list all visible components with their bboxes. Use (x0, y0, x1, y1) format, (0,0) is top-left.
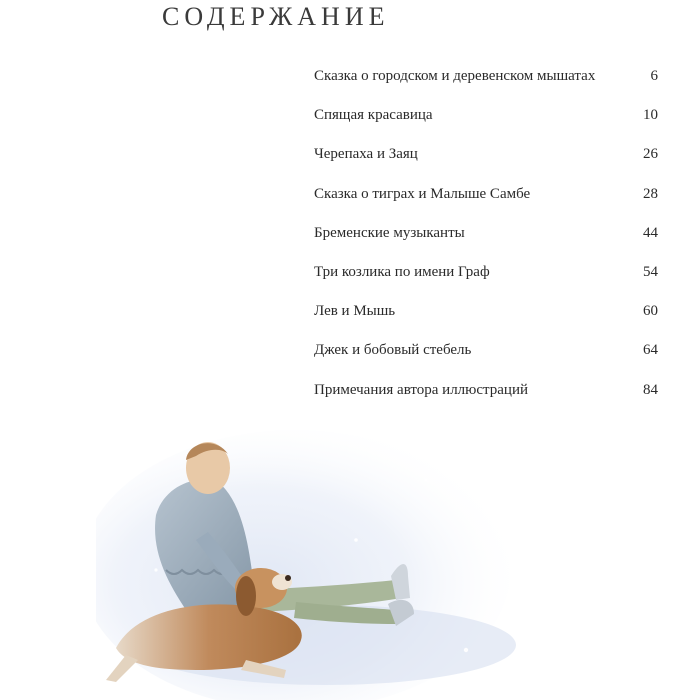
toc-entry[interactable] (314, 223, 658, 262)
table-of-contents (314, 66, 658, 419)
toc-entry-title: Примечания автора иллюстраций (314, 381, 529, 398)
toc-entry-page: 10 (643, 107, 658, 124)
toc-entry-title: Черепаха и Заяц (314, 146, 418, 163)
toc-entry-page: 44 (643, 224, 658, 241)
page-title: СОДЕРЖАНИЕ (162, 2, 390, 31)
toc-entry[interactable] (314, 380, 658, 419)
toc-entry-page: 26 (643, 146, 658, 163)
toc-entry-title: Сказка о городском и деревенском мышатах (314, 68, 596, 84)
toc-entry[interactable] (314, 66, 658, 105)
toc-entry-title: Сказка о тиграх и Малыше Самбе (314, 185, 531, 202)
toc-entry[interactable] (314, 262, 658, 301)
toc-entry[interactable] (314, 184, 658, 223)
toc-entry[interactable] (314, 301, 658, 340)
toc-entry-page: 64 (643, 342, 658, 359)
toc-entry-page: 54 (643, 263, 658, 280)
boy-and-dog-illustration (96, 420, 524, 700)
toc-entry-page: 84 (643, 381, 658, 398)
toc-entry-title: Три козлика по имени Граф (314, 263, 490, 280)
toc-entry[interactable] (314, 340, 658, 379)
toc-entry[interactable] (314, 105, 658, 144)
toc-entry[interactable] (314, 144, 658, 183)
toc-entry-title: Спящая красавица (314, 107, 433, 124)
toc-entry-page: 28 (643, 185, 658, 202)
toc-entry-title: Бременские музыканты (314, 224, 465, 241)
toc-entry-title: Джек и бобовый стебель (314, 342, 472, 359)
toc-entry-page: 60 (643, 303, 658, 320)
toc-entry-page: 6 (650, 68, 658, 84)
toc-entry-title: Лев и Мышь (314, 303, 396, 320)
